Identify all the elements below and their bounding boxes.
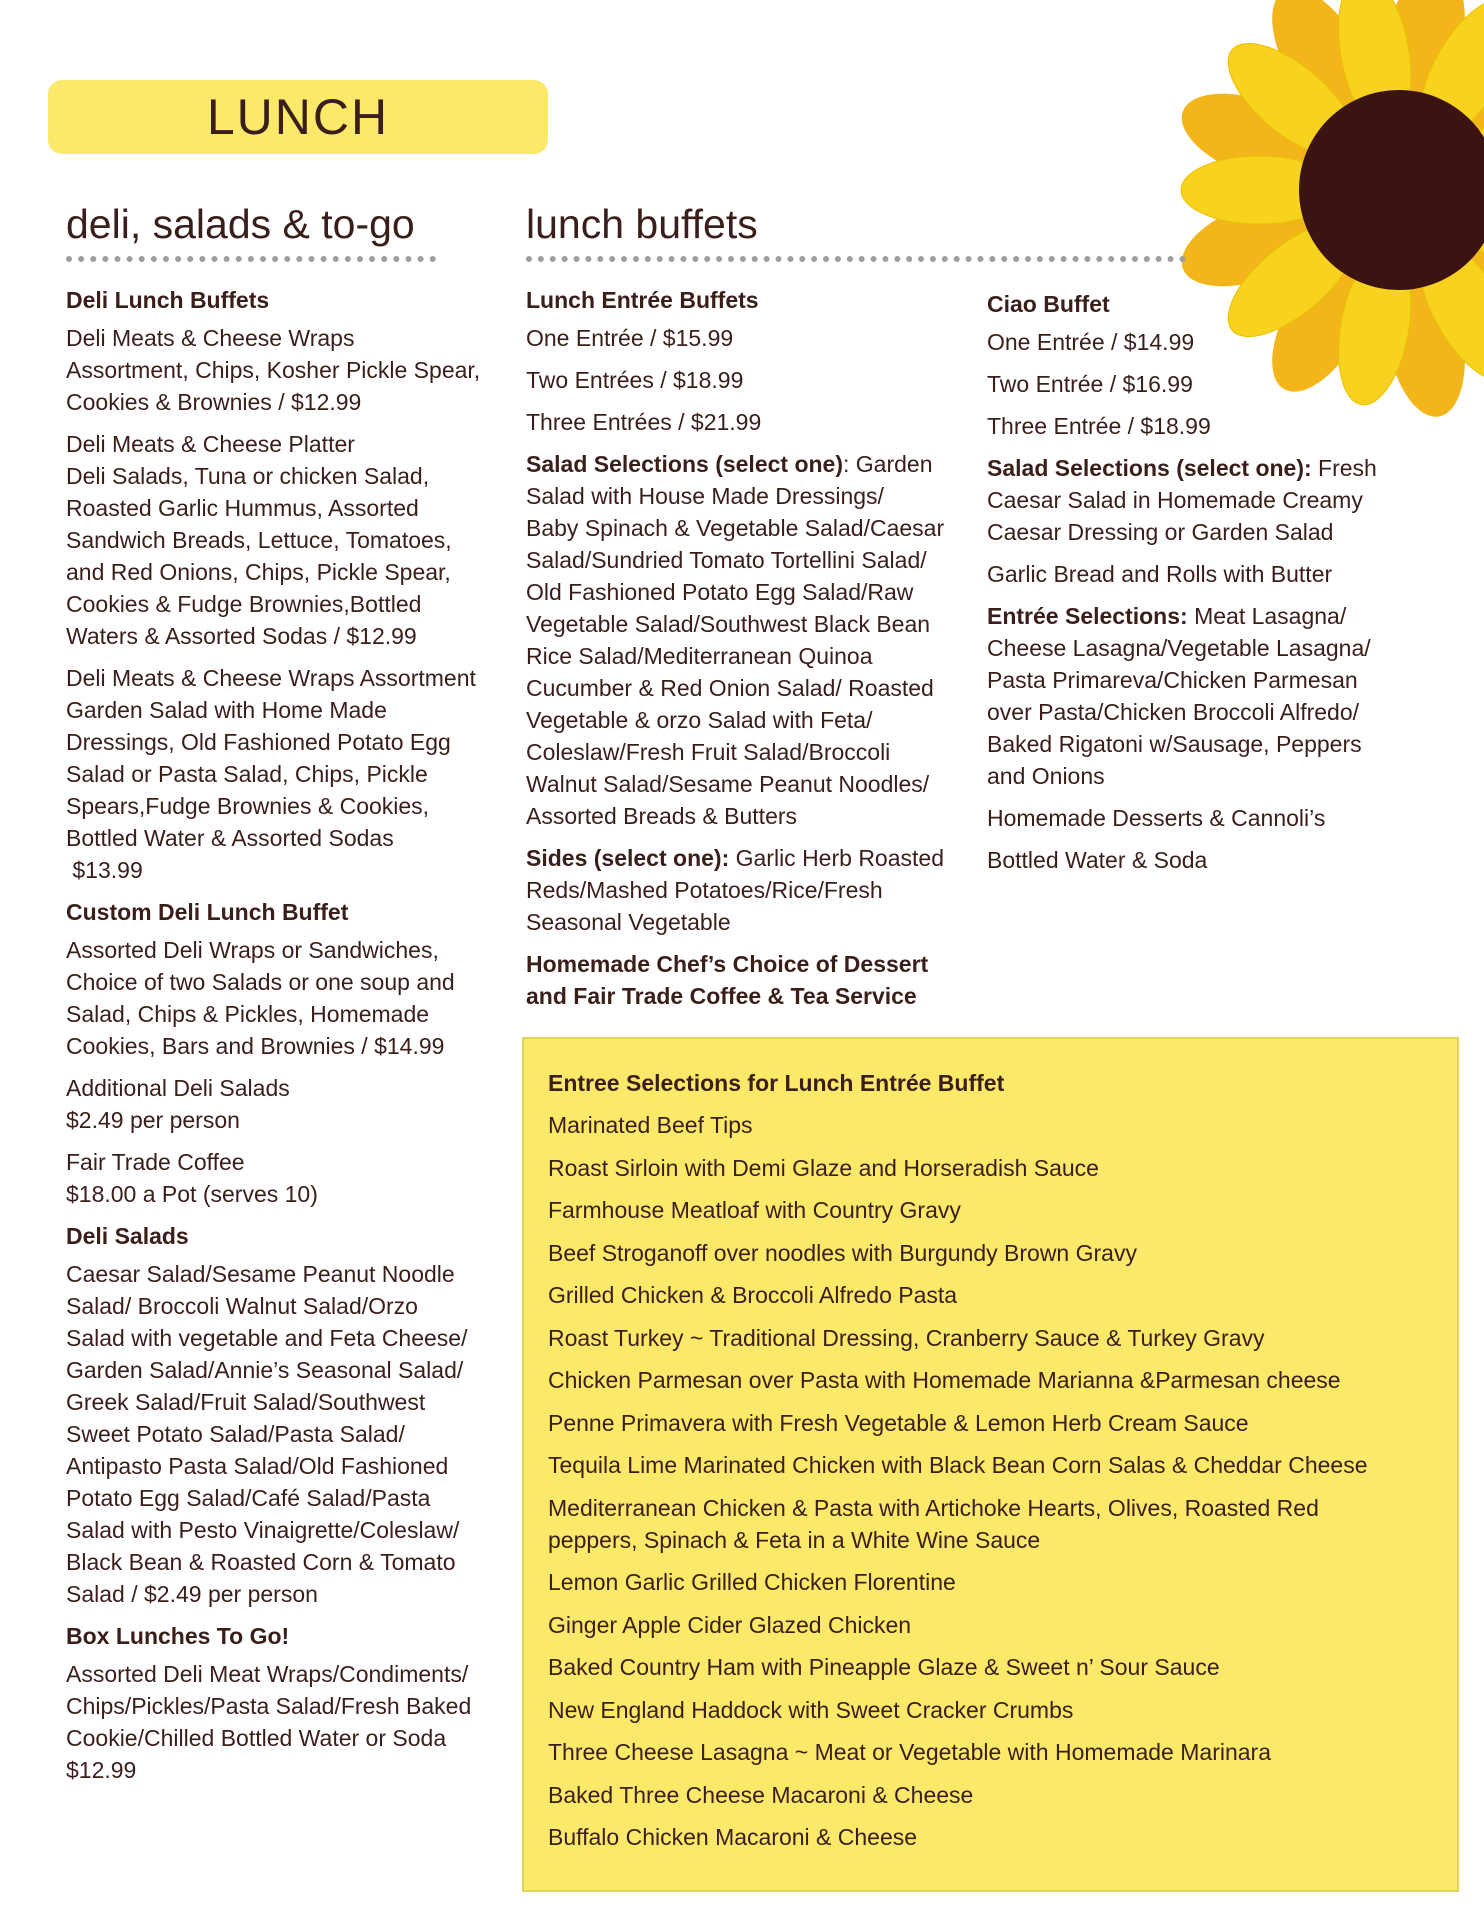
list-item: Farmhouse Meatloaf with Country Gravy	[548, 1197, 961, 1223]
list-item: Buffalo Chicken Macaroni & Cheese	[548, 1824, 918, 1850]
deli-section-title: deli, salads & to-go	[66, 201, 415, 247]
ciao-drinks: Bottled Water & Soda	[987, 847, 1208, 873]
price-line: One Entrée / $14.99	[987, 329, 1195, 355]
menu-item: Assorted Deli Meat Wraps/Condiments/ Chips/Pickles/Pasta Salad/Fresh Baked Cookie/Chilled Bottled Water or Soda $12.99	[66, 1661, 472, 1783]
menu-item: Deli Meats & Cheese Wraps Assortment Garden Salad with Home Made Dressings, Old Fashioned Potato Egg Salad or Pasta Salad, Chips, Pickle Spears,Fudge Brownies & Cookies, Bottled Water & Assorted Sodas $13.99	[66, 665, 476, 883]
custom-deli-heading: Custom Deli Lunch Buffet	[66, 899, 349, 925]
lunch-entree-heading: Lunch Entrée Buffets	[526, 287, 759, 313]
menu-item: Deli Meats & Cheese Platter Deli Salads, Tuna or chicken Salad, Roasted Garlic Hummus, Assorted Sandwich Breads, Lettuce, Tomatoes, and Red Onions, Chips, Pickle Spear, Cookies & Fudge Brownies,Bottled Waters & Assorted Sodas / $12.99	[66, 431, 452, 649]
price-line: Two Entrée / $16.99	[987, 371, 1193, 397]
menu-item: Deli Meats & Cheese Wraps Assortment, Chips, Kosher Pickle Spear, Cookies & Brownies / $12.99	[66, 325, 481, 415]
price-line: Three Entrées / $21.99	[526, 409, 762, 435]
price-line: One Entrée / $15.99	[526, 325, 734, 351]
deli-lunch-buffets-heading: Deli Lunch Buffets	[66, 287, 270, 313]
lunch-title-banner	[48, 80, 548, 154]
list-item: Tequila Lime Marinated Chicken with Black Bean Corn Salas & Cheddar Cheese	[548, 1452, 1368, 1478]
entree-selections-heading: Entree Selections for Lunch Entrée Buffet	[548, 1070, 1005, 1096]
list-item: Penne Primavera with Fresh Vegetable & Lemon Herb Cream Sauce	[548, 1409, 1249, 1436]
list-item: Three Cheese Lasagna ~ Meat or Vegetable with Homemade Marinara	[548, 1739, 1271, 1765]
menu-item: Fair Trade Coffee $18.00 a Pot (serves 10)	[66, 1149, 318, 1207]
deli-column	[66, 200, 506, 1796]
box-lunches-heading: Box Lunches To Go!	[66, 1623, 290, 1649]
menu-item: Caesar Salad/Sesame Peanut Noodle Salad/ Broccoli Walnut Salad/Orzo Salad with vegetable and Feta Cheese/ Garden Salad/Annie’s Seasonal Salad/ Greek Salad/Fruit Salad/Southwest Sweet Potato Salad/Pasta Salad/ Antipasto Pasta Salad/Old Fashioned Potato Egg Salad/Café Salad/Pasta Salad with Pesto Vinaigrette/Coleslaw/ Black Bean & Roasted Corn & Tomato Salad / $2.49 per person	[66, 1261, 468, 1607]
list-item: Beef Stroganoff over noodles with Burgundy Brown Gravy	[548, 1239, 1137, 1266]
list-item: New England Haddock with Sweet Cracker Crumbs	[548, 1696, 1074, 1723]
list-item: Baked Country Ham with Pineapple Glaze & Sweet n’ Sour Sauce	[548, 1654, 1220, 1680]
ciao-desserts: Homemade Desserts & Cannoli’s	[987, 805, 1326, 831]
salad-selections: Salad Selections (select one): Garden Salad with House Made Dressings/ Baby Spinach & Vegetable Salad/Caesar Salad/Sundried Tomato Tortellini Salad/ Old Fashioned Potato Egg Salad/Raw Vegetable Salad/Southwest Black Bean Rice Salad/Mediterranean Quinoa Cucumber & Red Onion Salad/ Roasted Vegetable & orzo Salad with Feta/ Coleslaw/Fresh Fruit Salad/Broccoli Walnut Salad/Sesame Peanut Noodles/ Assorted Breads & Butters	[526, 451, 945, 829]
lunch-buffets-section-title: lunch buffets	[526, 201, 758, 247]
entree-selections-box	[522, 1037, 1459, 1892]
list-item: Mediterranean Chicken & Pasta with Artichoke Hearts, Olives, Roasted Red	[548, 1494, 1319, 1521]
list-item: Roast Turkey ~ Traditional Dressing, Cranberry Sauce & Turkey Gravy	[548, 1324, 1265, 1351]
ciao-bread: Garlic Bread and Rolls with Butter	[987, 561, 1333, 587]
page-title: LUNCH	[206, 89, 390, 145]
deli-salads-heading: Deli Salads	[66, 1223, 189, 1249]
ciao-buffet-heading: Ciao Buffet	[987, 291, 1110, 317]
list-item: Ginger Apple Cider Glazed Chicken	[548, 1611, 912, 1638]
dotted-divider	[526, 256, 1186, 262]
sides-selections: Sides (select one): Garlic Herb Roasted Reds/Mashed Potatoes/Rice/Fresh Seasonal Vegetable	[526, 845, 944, 935]
ciao-salad-selections: Salad Selections (select one): Fresh Caesar Salad in Homemade Creamy Caesar Dressing or Garden Salad	[987, 455, 1377, 545]
list-item: Chicken Parmesan over Pasta with Homemade Marianna &Parmesan cheese	[548, 1367, 1341, 1393]
ciao-entree-selections: Entrée Selections: Meat Lasagna/ Cheese Lasagna/Vegetable Lasagna/ Pasta Primareva/Chicken Parmesan over Pasta/Chicken Broccoli Alfredo/ Baked Rigatoni w/Sausage, Peppers and Onions	[987, 603, 1371, 789]
list-item: Roast Sirloin with Demi Glaze and Horseradish Sauce	[548, 1154, 1099, 1181]
dessert-note: Homemade Chef’s Choice of Dessert and Fair Trade Coffee & Tea Service	[526, 951, 929, 1009]
list-item: Lemon Garlic Grilled Chicken Florentine	[548, 1569, 956, 1595]
price-line: Three Entrée / $18.99	[987, 413, 1211, 439]
list-item: Baked Three Cheese Macaroni & Cheese	[548, 1781, 974, 1808]
list-item: peppers, Spinach & Feta in a White Wine Sauce	[548, 1526, 1041, 1553]
ciao-buffet-column	[987, 288, 1407, 886]
price-line: Two Entrées / $18.99	[526, 367, 744, 393]
list-item: Marinated Beef Tips	[548, 1112, 753, 1138]
lunch-buffets-column	[526, 200, 976, 1022]
menu-item: Additional Deli Salads $2.49 per person	[66, 1075, 290, 1133]
list-item: Grilled Chicken & Broccoli Alfredo Pasta	[548, 1282, 958, 1308]
dotted-divider	[66, 256, 436, 262]
menu-item: Assorted Deli Wraps or Sandwiches, Choice of two Salads or one soup and Salad, Chips & Pickles, Homemade Cookies, Bars and Brownies / $14.99	[66, 937, 455, 1059]
